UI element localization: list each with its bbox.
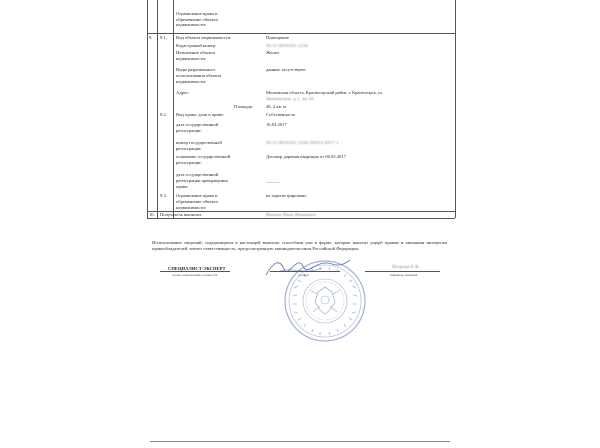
label-termination-date-2: регистрации прекращения — [176, 178, 228, 183]
value-right-type: Собственность — [266, 112, 296, 117]
section-number: 9. — [149, 35, 153, 40]
label-termination-date-3: права: — [176, 184, 189, 189]
value-address: Московская область, Красногорский район, г. Красногорск, ул. — [266, 90, 384, 95]
label-recipient: Получатель выписки: — [160, 212, 203, 217]
position-line — [160, 271, 230, 272]
label-purpose: Назначение объекта — [176, 50, 216, 55]
label-restriction-2b: обременение объекта — [176, 199, 218, 204]
name-line — [365, 271, 440, 272]
value-reg-number: 50:11:0010101:1234-50/011/2017-1 — [266, 140, 339, 145]
value-termination-date: ______ — [266, 178, 280, 183]
official-seal-icon — [282, 258, 368, 344]
label-area: Площадь: — [234, 104, 254, 109]
label-termination-date: дата государственной — [176, 172, 219, 177]
initials-caption: инициалы, фамилия — [390, 273, 418, 277]
row-divider — [147, 33, 455, 34]
label-restriction-2: Ограничение права и — [176, 193, 218, 198]
value-purpose: Жилое — [266, 50, 280, 55]
label-restriction: Ограничение права и обременение объекта недвижимости: — [176, 11, 218, 28]
sign-caption: подпись — [298, 273, 310, 277]
label-permitted-use-2: использования объекта — [176, 73, 222, 78]
label-reg-number: номер государственной — [176, 140, 222, 145]
value-reg-date: 16.03.2017 — [266, 122, 287, 127]
row-divider — [147, 218, 455, 219]
subsection-number: 9.2. — [160, 112, 167, 117]
label-reg-number-2: регистрации: — [176, 146, 202, 151]
label-reg-date-2: регистрации: — [176, 128, 202, 133]
label-address: Адрес: — [176, 90, 190, 95]
label-reg-basis-2: регистрации: — [176, 160, 202, 165]
section-number: 10. — [149, 212, 155, 217]
label-permitted-use-3: недвижимости: — [176, 79, 207, 84]
position-caption: полное наименование должности — [172, 273, 218, 277]
label-reg-date: дата государственной — [176, 122, 219, 127]
value-permitted-use: данные отсутствуют — [266, 67, 306, 72]
subsection-number: 9.3. — [160, 193, 167, 198]
extract-table — [147, 0, 455, 218]
subsection-number: 9.1. — [160, 35, 167, 40]
value-object-type: Помещение — [266, 35, 290, 40]
label-reg-basis: основание государственной — [176, 154, 231, 159]
value-restriction: не зарегистрировано — [266, 193, 307, 198]
signer-name: Петрова Е.В. — [392, 264, 420, 269]
label-cadastral-number: Кадастровый номер: — [176, 43, 217, 48]
value-recipient: Иванов Иван Иванович — [266, 212, 316, 217]
label-permitted-use: Виды разрешенного — [176, 67, 216, 72]
value-area: 48, 2 кв. м — [266, 104, 286, 109]
label-restriction-2c: недвижимости: — [176, 205, 207, 210]
legal-notice: Использование сведений, содержащихся в настоящей выписке, способами или в форме, которые наносят ущерб правам и законным интересам правообладателей, влечет ответственность, предусмотренную законодательством Российской Федерации. — [152, 240, 447, 251]
signer-position: СПЕЦИАЛИСТ-ЭКСПЕРТ — [168, 266, 226, 271]
label-object-type: Вид объекта недвижимости: — [176, 35, 232, 40]
label-purpose-2: недвижимости: — [176, 56, 207, 61]
value-reg-basis: Договор дарения квартиры от 06.03.2017 — [266, 154, 346, 159]
value-address-2: Знаменская, д.1, кв.10 — [266, 96, 314, 101]
value-cadastral-number: 50:11:0010101:1234 — [266, 43, 308, 48]
table-border-right — [455, 0, 456, 218]
label-right-type: Вид права, доля в праве: — [176, 112, 224, 117]
page-bottom-rule — [150, 441, 450, 442]
